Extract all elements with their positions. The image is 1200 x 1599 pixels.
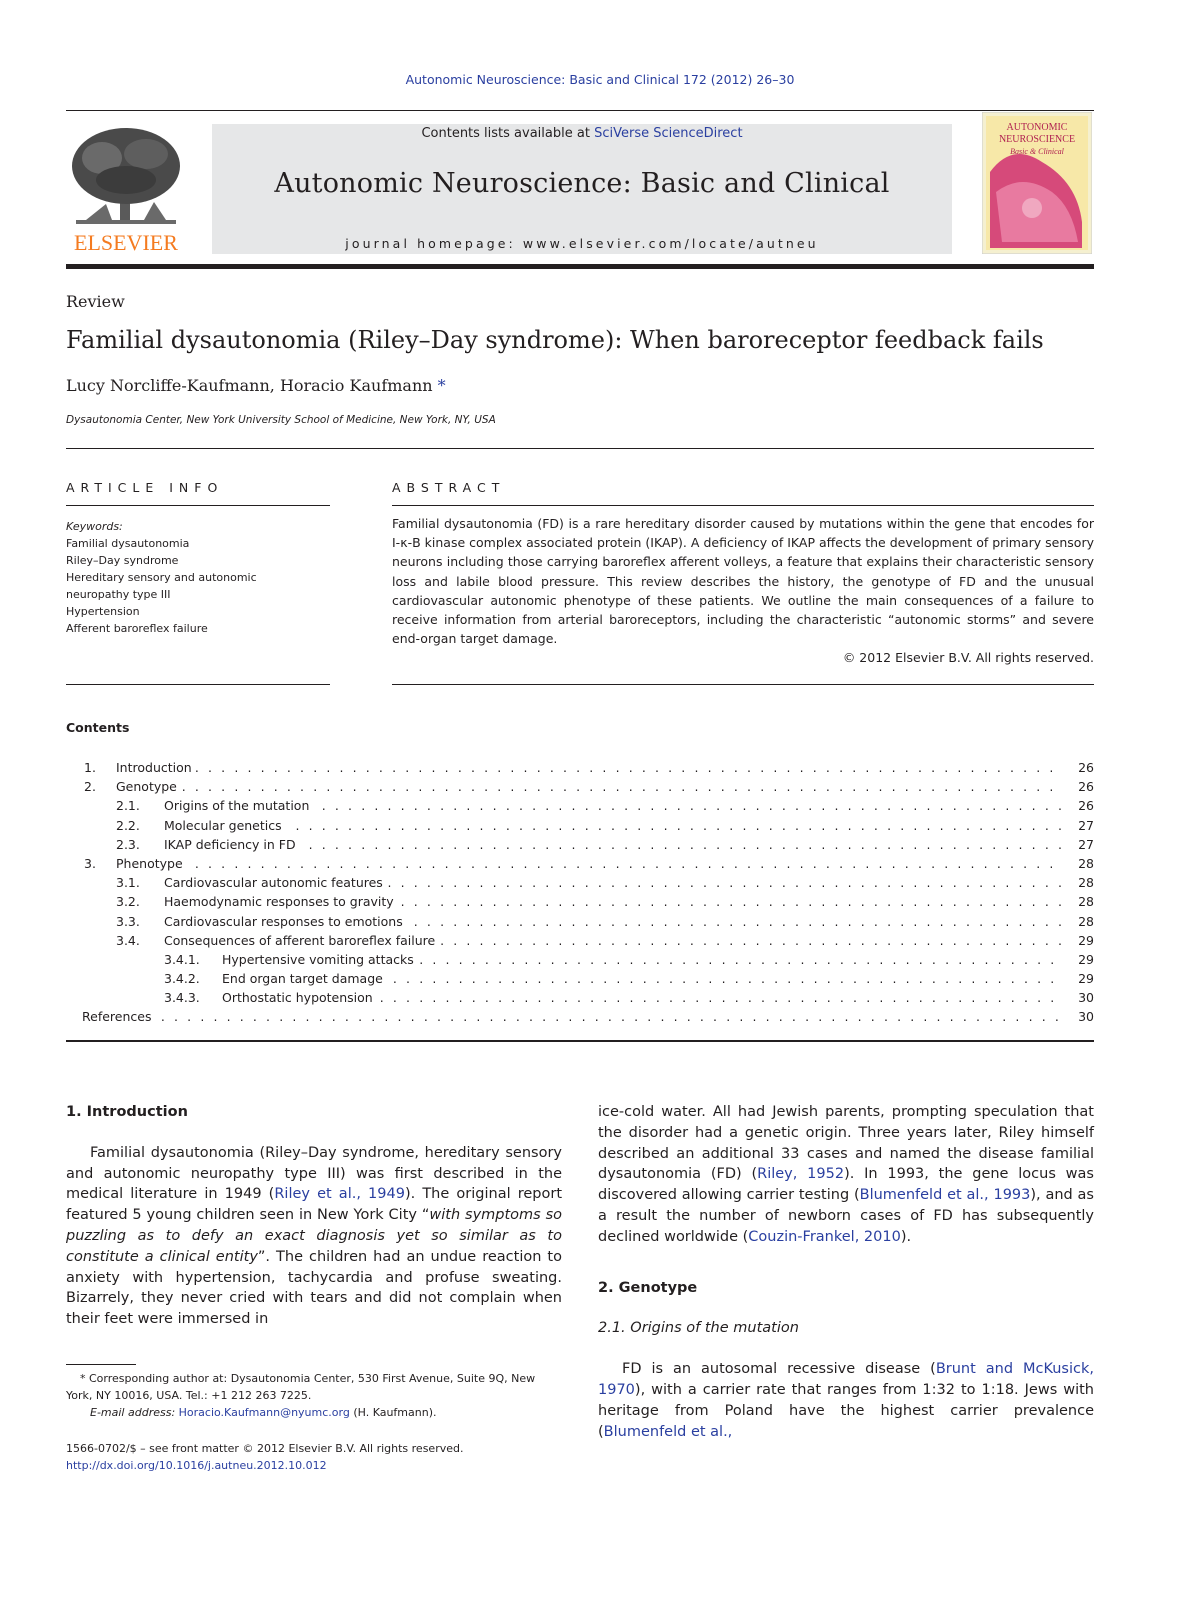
toc-page-number: 28 xyxy=(1078,913,1094,929)
keywords-label: Keywords: xyxy=(66,520,123,533)
toc-number: 2. xyxy=(84,779,96,795)
toc-label[interactable]: References xyxy=(82,1009,155,1024)
elsevier-logo xyxy=(66,124,186,254)
toc-page-number: 26 xyxy=(1078,798,1094,814)
toc-row[interactable] xyxy=(66,990,1094,1009)
text-run: FD is an autosomal recessive disease ( xyxy=(622,1361,936,1378)
toc-leader xyxy=(116,856,1062,871)
email-link[interactable]: Horacio.Kaufmann@nyumc.org xyxy=(178,1406,350,1419)
doi-link[interactable]: http://dx.doi.org/10.1016/j.autneu.2012.10.012 xyxy=(66,1459,327,1472)
toc-page-number: 29 xyxy=(1078,932,1094,948)
top-rule xyxy=(66,110,1094,111)
toc-leader xyxy=(116,760,1062,775)
toc-leader xyxy=(82,1009,1062,1024)
toc-bottom-rule xyxy=(66,1040,1094,1042)
journal-cover xyxy=(982,112,1092,254)
toc-label[interactable]: Orthostatic hypotension xyxy=(222,990,377,1005)
abstract-copyright: © 2012 Elsevier B.V. All rights reserved. xyxy=(842,650,1094,665)
toc-page-number: 26 xyxy=(1078,760,1094,775)
text-run: ), with a carrier rate that ranges from 1:32 to 1:18. Jews with heritage from Poland have the highest carrier prevalence ( xyxy=(598,1381,1094,1440)
subsection-heading-origins: 2.1. Origins of the mutation xyxy=(598,1320,799,1337)
text-run: Familial dysautonomia (Riley–Day syndrome, hereditary sensory and autonomic neuropathy type III) was first described in the medical literature in 1949 ( xyxy=(66,1144,562,1203)
footnote xyxy=(66,1370,562,1421)
article-authors xyxy=(66,376,446,395)
toc-label[interactable]: Origins of the mutation xyxy=(164,798,313,813)
article-info-heading: ARTICLE INFO xyxy=(66,480,224,495)
toc-number: 3.3. xyxy=(116,913,140,929)
intro-paragraph-cont xyxy=(598,1102,1094,1248)
sciencedirect-link[interactable]: SciVerse ScienceDirect xyxy=(594,126,743,141)
toc-label[interactable]: Molecular genetics xyxy=(164,818,286,833)
toc-number: 1. xyxy=(84,760,96,775)
abstract-rule xyxy=(392,505,1094,506)
toc-label[interactable]: Introduction xyxy=(116,760,196,775)
toc-row[interactable] xyxy=(66,971,1094,990)
toc-leader xyxy=(164,914,1062,929)
toc-row[interactable] xyxy=(66,818,1094,837)
toc-label[interactable]: Phenotype xyxy=(116,856,187,871)
toc-number: 3.4.2. xyxy=(164,971,200,987)
toc-label[interactable]: Hypertensive vomiting attacks xyxy=(222,952,418,967)
contents-prefix: Contents lists available at xyxy=(421,126,595,141)
footnote-text: Corresponding author at: Dysautonomia Center, 530 First Avenue, Suite 9Q, New York, NY 10016, USA. Tel.: +1 212 263 7225. xyxy=(66,1372,536,1402)
toc-page-number: 28 xyxy=(1078,894,1094,910)
toc-page-number: 29 xyxy=(1078,971,1094,987)
toc-row[interactable] xyxy=(66,837,1094,856)
toc-page-number: 28 xyxy=(1078,855,1094,871)
keyword: Hypertension xyxy=(66,605,140,618)
toc-leader xyxy=(222,952,1062,967)
keyword: neuropathy type III xyxy=(66,588,171,601)
table-of-contents xyxy=(66,760,1094,1029)
elsevier-wordmark: ELSEVIER xyxy=(74,230,178,254)
email-label: E-mail address: xyxy=(90,1406,176,1419)
cover-subtitle: Basic & Clinical xyxy=(1010,147,1064,156)
article-type: Review xyxy=(66,292,125,311)
toc-page-number: 27 xyxy=(1078,836,1094,852)
footnote-mark: * xyxy=(80,1372,86,1385)
abstract-text: Familial dysautonomia (FD) is a rare hereditary disorder caused by mutations within the gene that encodes for I-κ-B kinase complex associated protein (IKAP). A deficiency of IKAP affects the development of primary sensory neurons including those carrying baroreflex afferent volleys, a feature that explains their characteristic sensory loss and labile blood pressure. This review describes the history, the genotype of FD and the unusual cardiovascular autonomic phenotype of these patients. We outline the main consequences of a failure to receive information from arterial baroreceptors, including the characteristic “autonomic storms” and severe end-organ target damage. xyxy=(392,516,1094,647)
section-heading-genotype: 2. Genotype xyxy=(598,1279,698,1296)
text-run: ), and as a result the number of newborn cases of FD has subsequently declined worldwide ( xyxy=(598,1187,1094,1245)
contents-heading: Contents xyxy=(66,720,130,735)
toc-row[interactable] xyxy=(66,1009,1094,1028)
body-column-left xyxy=(66,1102,562,1330)
citation-link[interactable]: Riley et al., 1949 xyxy=(274,1186,405,1203)
toc-row[interactable] xyxy=(66,779,1094,798)
toc-leader xyxy=(222,990,1062,1005)
keyword: Familial dysautonomia xyxy=(66,537,190,550)
toc-leader xyxy=(164,894,1062,909)
toc-label[interactable]: End organ target damage xyxy=(222,971,387,986)
journal-citation[interactable]: Autonomic Neuroscience: Basic and Clinical 172 (2012) 26–30 xyxy=(405,72,795,87)
toc-number: 2.1. xyxy=(116,798,140,814)
cover-title-1: AUTONOMIC xyxy=(1006,122,1068,133)
toc-number: 3.1. xyxy=(116,875,140,891)
footnote-email xyxy=(66,1404,562,1421)
section-heading-introduction: 1. Introduction xyxy=(66,1104,188,1120)
toc-row[interactable] xyxy=(66,875,1094,894)
citation-link[interactable]: Couzin-Frankel, 2010 xyxy=(748,1228,901,1245)
affiliation: Dysautonomia Center, New York University School of Medicine, New York, NY, USA xyxy=(66,414,496,426)
journal-homepage[interactable]: journal homepage: www.elsevier.com/locate/autneu xyxy=(345,236,819,251)
elsevier-tree-icon xyxy=(66,124,186,254)
toc-label[interactable]: Cardiovascular autonomic features xyxy=(164,875,387,890)
abstract-bottom-rule xyxy=(392,684,1094,685)
toc-label[interactable]: Consequences of afferent baroreflex failure xyxy=(164,933,439,948)
issn-line: 1566-0702/$ – see front matter © 2012 Elsevier B.V. All rights reserved. xyxy=(66,1442,464,1455)
toc-row[interactable] xyxy=(66,933,1094,952)
citation-link[interactable]: Blumenfeld et al., 1993 xyxy=(859,1187,1031,1204)
toc-label[interactable]: Genotype xyxy=(116,779,181,794)
header-thick-rule xyxy=(66,264,1094,269)
toc-row[interactable] xyxy=(66,952,1094,971)
front-matter xyxy=(66,1440,463,1474)
toc-row[interactable] xyxy=(66,914,1094,933)
toc-leader xyxy=(164,818,1062,833)
email-suffix: (H. Kaufmann). xyxy=(353,1406,437,1419)
toc-page-number: 27 xyxy=(1078,817,1094,833)
toc-row[interactable] xyxy=(66,798,1094,817)
toc-leader xyxy=(116,779,1062,794)
toc-row[interactable] xyxy=(66,760,1094,779)
toc-number: 2.3. xyxy=(116,836,140,852)
info-bottom-rule xyxy=(66,684,330,685)
toc-leader xyxy=(222,971,1062,986)
toc-page-number: 30 xyxy=(1078,1009,1094,1025)
affil-rule xyxy=(66,448,1094,449)
journal-title: Autonomic Neuroscience: Basic and Clinical xyxy=(274,168,890,199)
toc-number: 3. xyxy=(84,855,96,871)
toc-leader xyxy=(164,933,1062,948)
toc-number: 2.2. xyxy=(116,817,140,833)
quote-run: with symptoms so puzzling as to defy an exact diagnosis yet so similar as to constitute a clinical entity xyxy=(66,1207,563,1265)
citation-link[interactable]: Riley, 1952 xyxy=(757,1166,845,1183)
keyword: Hereditary sensory and autonomic xyxy=(66,571,257,584)
journal-banner xyxy=(212,124,952,254)
toc-number: 3.4. xyxy=(116,932,140,948)
abstract-heading: ABSTRACT xyxy=(392,480,506,495)
author-names: Lucy Norcliffe-Kaufmann, Horacio Kaufmann xyxy=(66,376,433,395)
text-run: ). The original report featured 5 young children seen in New York City “ xyxy=(66,1186,563,1224)
toc-page-number: 28 xyxy=(1078,875,1094,891)
text-run: ice-cold water. All had Jewish parents, prompting speculation that the disorder had a genetic origin. Three years later, Riley himself described an additional 33 cases and named the disease familial dysautonomia (FD) ( xyxy=(598,1104,1094,1183)
text-run: ). xyxy=(900,1228,912,1245)
keywords-block xyxy=(66,518,257,637)
corresponding-author-mark[interactable]: * xyxy=(437,376,446,395)
body-column-right xyxy=(598,1102,1094,1442)
article-title: Familial dysautonomia (Riley–Day syndrome): When baroreceptor feedback fails xyxy=(66,326,1044,354)
info-rule xyxy=(66,505,330,506)
toc-label[interactable]: IKAP deficiency in FD xyxy=(164,837,300,852)
text-run: ). In 1993, the gene locus was discovered allowing carrier testing ( xyxy=(598,1166,1094,1204)
toc-number: 3.4.1. xyxy=(164,951,200,967)
toc-page-number: 26 xyxy=(1078,779,1094,795)
toc-number: 3.2. xyxy=(116,894,140,910)
citation-link[interactable]: Blumenfeld et al., xyxy=(603,1423,733,1440)
contents-available xyxy=(212,126,952,141)
keyword: Riley–Day syndrome xyxy=(66,554,179,567)
toc-label[interactable]: Haemodynamic responses to gravity xyxy=(164,894,398,909)
citation-link[interactable]: Brunt and McKusick, 1970 xyxy=(598,1361,1094,1398)
toc-leader xyxy=(164,875,1062,890)
toc-number: 3.4.3. xyxy=(164,990,200,1006)
origins-paragraph xyxy=(598,1359,1094,1442)
text-run: ”. The children had an undue reaction to anxiety with hypertension, tachycardia and profuse sweating. Bizarrely, they never cried with tears and did not complain when their feet were immersed in xyxy=(66,1248,562,1328)
footnote-rule xyxy=(66,1364,136,1365)
cover-title-2: NEUROSCIENCE xyxy=(998,134,1076,145)
footnote-corresponding xyxy=(66,1370,562,1404)
toc-page-number: 29 xyxy=(1078,951,1094,967)
toc-leader xyxy=(164,798,1062,813)
keyword: Afferent baroreflex failure xyxy=(66,622,208,635)
intro-paragraph xyxy=(66,1143,562,1330)
toc-label[interactable]: Cardiovascular responses to emotions xyxy=(164,914,407,929)
toc-row[interactable] xyxy=(66,894,1094,913)
toc-row[interactable] xyxy=(66,856,1094,875)
toc-page-number: 30 xyxy=(1078,990,1094,1006)
toc-leader xyxy=(164,837,1062,852)
